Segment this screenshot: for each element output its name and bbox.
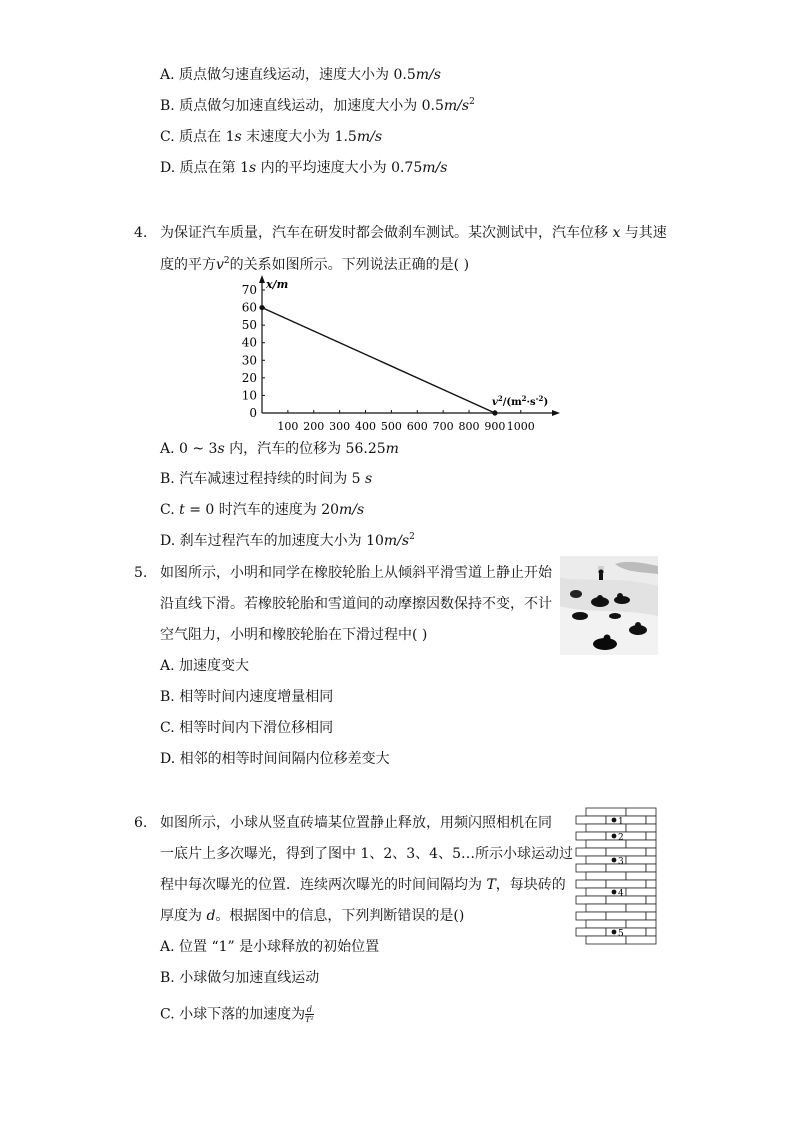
brick [586, 904, 626, 912]
brick [646, 832, 656, 840]
fraction-d-over-t2: $\frac{d}{\text{T²}}$ [305, 1005, 314, 1024]
q6-number: 6. [134, 815, 148, 831]
q6-option-c: C. 小球下落的加速度为 $\frac{d}{\text{T²}}$ [160, 1005, 314, 1024]
x-tick-label: 600 [406, 420, 428, 433]
q5-stem-line1: 如图所示，小明和同学在橡胶轮胎上从倾斜平滑雪道上静止开始 [160, 565, 552, 581]
brick [606, 912, 646, 920]
ball-label: 3 [618, 857, 624, 867]
q6-option-a: A. 位置 “1” 是小球释放的初始位置 [160, 939, 380, 955]
y-axis-label: x/m [266, 278, 289, 291]
ball-dot [612, 834, 617, 839]
chart-axes [259, 275, 560, 416]
chart-series [259, 305, 497, 416]
q5-option-b: B. 相等时间内速度增量相同 [160, 689, 334, 705]
ball-dot [612, 858, 617, 863]
ball-dot [612, 890, 617, 895]
x-tick-label: 100 [277, 420, 299, 433]
brick [606, 848, 646, 856]
q6-stem-line1: 如图所示，小球从竖直砖墙某位置静止释放，用频闪照相机在同 [160, 815, 552, 831]
ball-label: 5 [618, 929, 624, 939]
brick [576, 832, 606, 840]
q4-option-d: D. 刹车过程汽车的加速度大小为 $10m/s^2$ [160, 532, 415, 549]
brick [626, 840, 656, 848]
x-tick-label: 200 [303, 420, 325, 433]
q4-option-a: A. 0 ~ 3s 内，汽车的位移为 56.25m [160, 441, 399, 457]
y-tick-label: 0 [249, 406, 257, 420]
brick [646, 816, 656, 824]
x-v2-graph [240, 272, 570, 438]
q3-b-exp: 2 [469, 97, 475, 107]
brick [576, 928, 606, 936]
brick [586, 808, 626, 816]
q6-stem-line4: 厚度为 d。根据图中的信息，下列判断错误的是() [160, 908, 465, 924]
q4-stem-line2: 度的平方$v^2$的关系如图所示。下列说法正确的是( ) [160, 256, 470, 273]
x-axis-label: $v^2/(m^2\cdot s^{-2})$ [492, 394, 549, 408]
brick [626, 808, 656, 816]
q5-stem-line3: 空气阻力，小明和橡胶轮胎在下滑过程中( ) [160, 627, 428, 643]
x-tick-label: 800 [458, 420, 480, 433]
brick [606, 880, 646, 888]
x-axis-arrow [552, 410, 560, 416]
y-tick-label: 10 [241, 388, 257, 403]
q4-stem-line1: 为保证汽车质量，汽车在研发时都会做刹车测试。某次测试中，汽车位移 x 与其速 [160, 225, 667, 241]
x-tick-label: 700 [432, 420, 454, 433]
brick [646, 912, 656, 920]
brick [576, 864, 606, 872]
ball-dot [612, 930, 617, 935]
y-axis-arrow [259, 275, 265, 283]
q3-option-b: B. 质点做匀加速直线运动，加速度大小为 $0.5m/s^2$ [160, 97, 475, 114]
brick [576, 896, 606, 904]
brick [646, 896, 656, 904]
brick [646, 880, 656, 888]
brick [626, 920, 656, 928]
brick [576, 912, 606, 920]
q5-option-d: D. 相邻的相等时间间隔内位移差变大 [160, 751, 390, 767]
q5-number: 5. [134, 565, 148, 581]
q4-number: 4. [134, 225, 148, 241]
q6-option-b: B. 小球做匀加速直线运动 [160, 970, 320, 986]
q5-stem-line2: 沿直线下滑。若橡胶轮胎和雪道间的动摩擦因数保持不变，不计 [160, 596, 552, 612]
q6-stem-line2: 一底片上多次曝光，得到了图中 1、2、3、4、5…所示小球运动过 [160, 846, 573, 862]
brick [626, 888, 656, 896]
brick [586, 920, 626, 928]
y-tick-label: 60 [241, 300, 257, 315]
series-line [262, 308, 495, 413]
y-tick-label: 30 [241, 353, 257, 368]
brick [646, 928, 656, 936]
brick-wall-diagram [574, 806, 660, 946]
ball-dot [612, 818, 617, 823]
y-tick-label: 50 [241, 318, 257, 333]
series-point [492, 410, 497, 415]
brick [626, 856, 656, 864]
snow-tubing-photo [560, 556, 658, 655]
y-tick-label: 70 [241, 283, 257, 298]
y-tick-label: 20 [241, 370, 257, 385]
series-point [259, 305, 264, 310]
x-tick-label: 900 [484, 420, 506, 433]
brick [626, 904, 656, 912]
q3-a-unit: m/s [415, 67, 441, 83]
ball-label: 1 [618, 817, 624, 827]
x-tick-label: 1000 [506, 420, 535, 433]
brick [626, 872, 656, 880]
ball-label: 2 [618, 833, 624, 843]
q4-option-c: C. t = 0 时汽车的速度为 20m/s [160, 502, 365, 518]
q4-option-b: B. 汽车减速过程持续的时间为 5 s [160, 471, 373, 487]
brick [586, 872, 626, 880]
bricks [576, 808, 656, 944]
ball-label: 4 [618, 889, 624, 899]
brick [646, 848, 656, 856]
brick [606, 896, 646, 904]
x-tick-label: 500 [380, 420, 402, 433]
y-tick-label: 40 [241, 335, 257, 350]
brick [626, 824, 656, 832]
q3-option-a: A. 质点做匀速直线运动，速度大小为 0.5m/s [160, 67, 441, 83]
q3-b-unit: m/s [443, 98, 470, 114]
q3-option-c: C. 质点在 1s 末速度大小为 1.5m/s [160, 129, 383, 145]
q6-stem-line3: 程中每次曝光的位置．连续两次曝光的时间间隔均为 T，每块砖的 [160, 877, 566, 893]
q5-option-c: C. 相等时间内下滑位移相同 [160, 720, 334, 736]
x-tick-label: 300 [329, 420, 351, 433]
x-tick-label: 400 [355, 420, 377, 433]
q3-option-d: D. 质点在第 1s 内的平均速度大小为 0.75m/s [160, 160, 448, 176]
brick [576, 848, 606, 856]
brick [576, 816, 606, 824]
brick [646, 864, 656, 872]
brick [626, 936, 656, 944]
brick [606, 864, 646, 872]
brick [576, 880, 606, 888]
q5-option-a: A. 加速度变大 [160, 658, 250, 674]
